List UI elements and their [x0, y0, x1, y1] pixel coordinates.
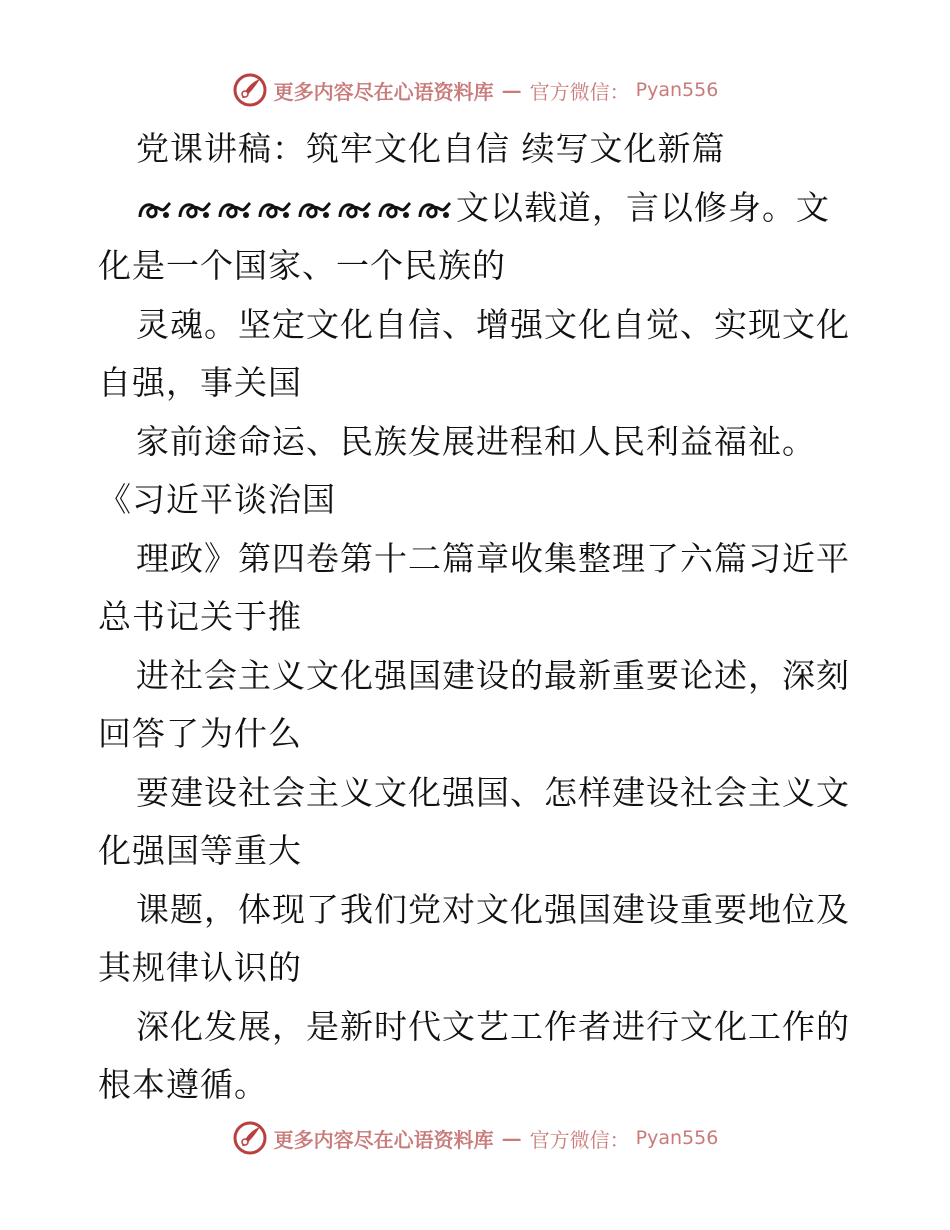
- paragraph-line: 其规律认识的: [98, 948, 302, 987]
- paragraph-line: 回答了为什么: [98, 714, 302, 753]
- document-body: [98, 120, 858, 1115]
- paragraph-line: 《习近平谈治国: [98, 480, 336, 519]
- paragraph-line: 自强，事关国: [98, 363, 302, 402]
- paragraph-line: 进社会主义文化强国建设的最新重要论述，深刻: [136, 655, 850, 695]
- paragraph-text: 文以载道，言以修身。文: [456, 187, 830, 227]
- red-quill-logo-icon: [232, 72, 268, 108]
- flourish-ornament-icon: [136, 197, 454, 223]
- paragraph-line: 深化发展，是新时代文艺工作者进行文化工作的: [136, 1006, 850, 1046]
- banner-brand-text: 更多内容尽在心语资料库: [273, 1127, 494, 1152]
- document-title: 党课讲稿：筑牢文化自信 续写文化新篇: [136, 129, 726, 168]
- banner-brand-text: 更多内容尽在心语资料库: [273, 79, 494, 104]
- paragraph-line: 总书记关于推: [98, 597, 302, 636]
- banner-wechat-label: 官方微信：: [529, 1127, 630, 1152]
- footer-watermark-banner: [0, 1118, 950, 1158]
- paragraph-line: 家前途命运、民族发展进程和人民利益福祉。: [136, 421, 816, 461]
- paragraph-line: 课题，体现了我们党对文化强国建设重要地位及: [136, 889, 850, 929]
- banner-wechat-id: Pyan556: [635, 79, 719, 101]
- banner-wechat-label: 官方微信：: [529, 79, 630, 104]
- banner-wechat-id: Pyan556: [635, 1127, 719, 1149]
- red-quill-logo-icon: [232, 1120, 268, 1156]
- paragraph-line: 化强国等重大: [98, 831, 302, 870]
- paragraph-line: 灵魂。坚定文化自信、增强文化自觉、实现文化: [136, 304, 850, 344]
- header-watermark-banner: [0, 70, 950, 110]
- banner-separator: —: [501, 78, 522, 102]
- paragraph-line: [98, 179, 858, 238]
- banner-separator: —: [501, 1126, 522, 1150]
- paragraph-line: 要建设社会主义文化强国、怎样建设社会主义文: [136, 772, 850, 812]
- paragraph-line: 根本遵循。: [98, 1065, 268, 1104]
- paragraph-line: 理政》第四卷第十二篇章收集整理了六篇习近平: [136, 538, 850, 578]
- paragraph-line: 化是一个国家、一个民族的: [98, 246, 506, 285]
